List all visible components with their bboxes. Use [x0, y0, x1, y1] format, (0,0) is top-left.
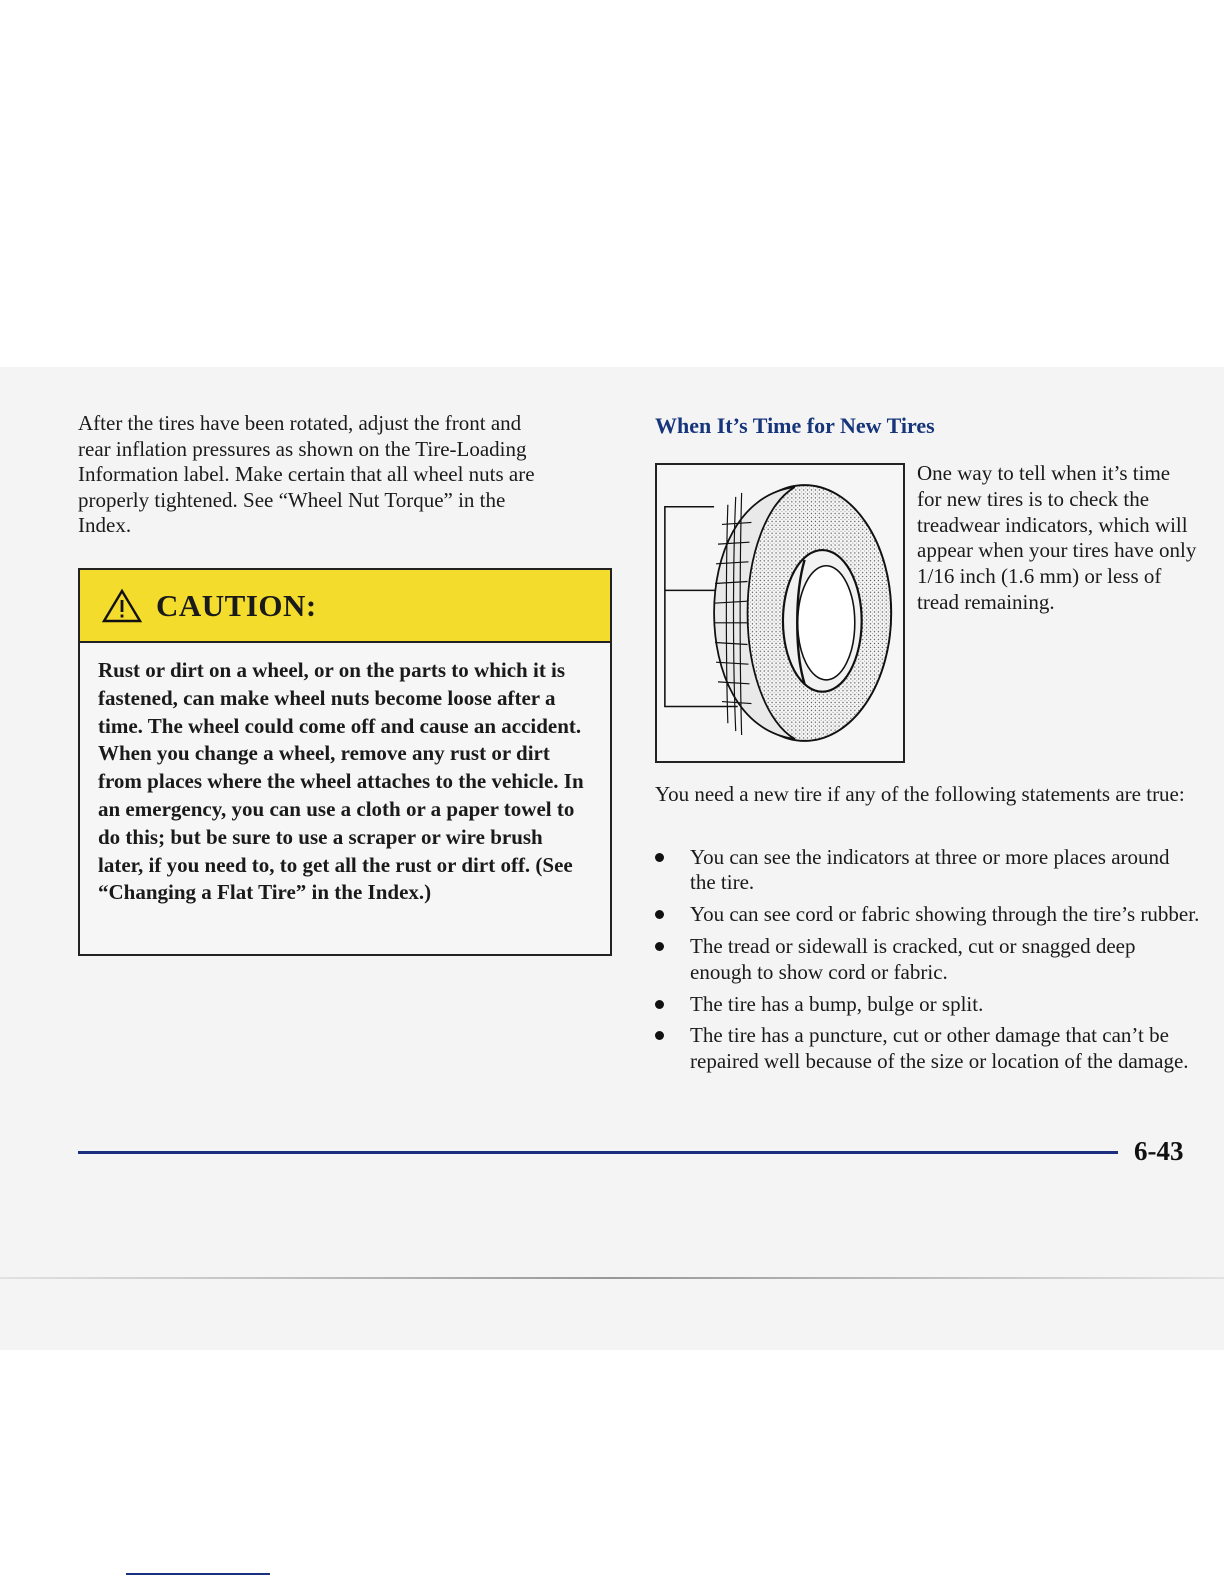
list-item-text: The tire has a bump, bulge or split. [690, 991, 984, 1016]
intro-paragraph: After the tires have been rotated, adjust the front and rear inflation pressures as shown on the Tire-Loading Information label. Make certain that all wheel nuts are properly tightened. See “Wheel Nut Torque” in the Index. [78, 411, 535, 538]
page-edge-divider [0, 1277, 1224, 1279]
tire-tread-indicator-illustration [657, 465, 903, 761]
list-item [655, 934, 1200, 985]
bullet-icon [655, 910, 664, 919]
footer-rule [78, 1151, 1118, 1154]
section-heading: When It’s Time for New Tires [655, 413, 935, 438]
caution-text: Rust or dirt on a wheel, or on the parts to which it is fastened, can make wheel nuts become loose after a time. The wheel could come off and cause an accident. When you change a wheel, remove any rust or dirt from places where the wheel attaches to the vehicle. In an emergency, you can use a cloth or a paper towel to do this; but be sure to use a scraper or wire brush later, if you need to, to get all the rust or dirt off. (See “Changing a Flat Tire” in the Index.) [98, 658, 584, 905]
bottom-rule [126, 1573, 270, 1575]
bullet-icon [655, 1031, 664, 1040]
treadwear-paragraph: One way to tell when it’s time for new tires is to check the treadwear indicators, which will appear when your tires have only 1/16 inch (1.6 mm) or less of tread remaining. [917, 461, 1197, 614]
list-item [655, 992, 1200, 1017]
warning-triangle-icon [102, 588, 142, 624]
tire-conditions-list [655, 845, 1200, 1081]
tire-figure [655, 463, 905, 763]
list-item-text: The tire has a puncture, cut or other damage that can’t be repaired well because of the size or location of the damage. [690, 1023, 1189, 1073]
caution-title: CAUTION: [156, 587, 317, 623]
bullet-icon [655, 1000, 664, 1009]
bullet-icon [655, 853, 664, 862]
list-item [655, 1023, 1200, 1074]
bullet-icon [655, 942, 664, 951]
right-column [655, 411, 1195, 441]
left-column [78, 411, 618, 539]
list-item-text: You can see cord or fabric showing through the tire’s rubber. [690, 902, 1200, 927]
list-item [655, 845, 1200, 896]
list-item-text: You can see the indicators at three or more places around the tire. [690, 845, 1170, 895]
caution-header [80, 570, 610, 643]
page-number: 6-43 [1134, 1136, 1184, 1166]
list-item [655, 902, 1200, 927]
caution-box [78, 568, 612, 956]
list-item-text: The tread or sidewall is cracked, cut or snagged deep enough to show cord or fabric. [690, 934, 1136, 984]
need-new-tire-paragraph: You need a new tire if any of the following statements are true: [655, 782, 1185, 806]
